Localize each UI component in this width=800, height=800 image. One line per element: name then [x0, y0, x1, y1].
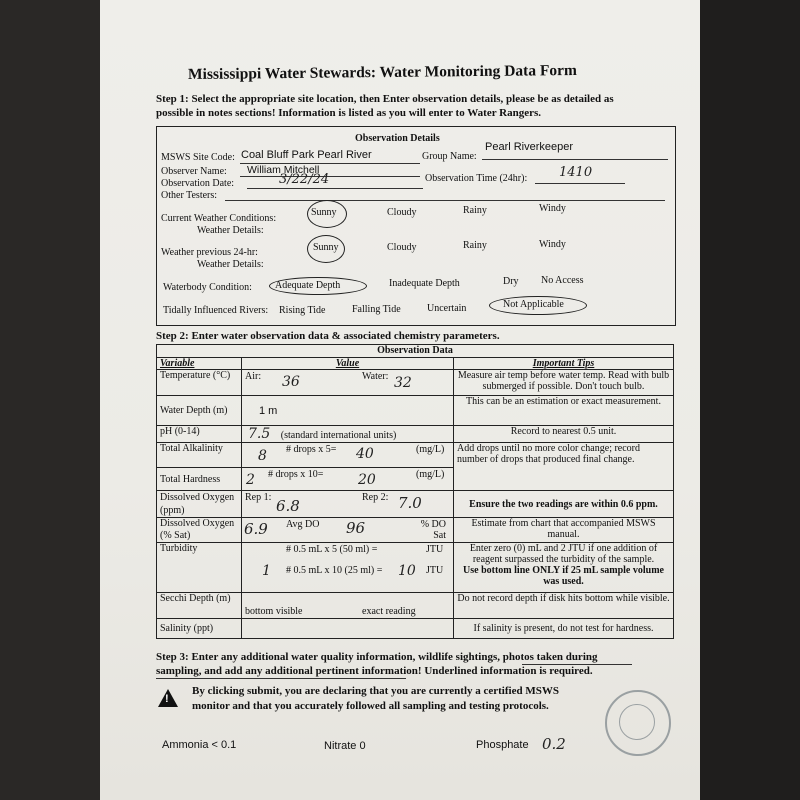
table-row — [157, 543, 674, 593]
turbidity-result2[interactable]: 10 — [398, 563, 416, 579]
table-row — [157, 370, 674, 396]
table-row — [157, 396, 674, 426]
observation-details-box — [156, 126, 676, 326]
water-temp-value[interactable]: 32 — [394, 375, 412, 391]
table-row — [157, 426, 674, 443]
prev-weather-windy[interactable]: Windy — [539, 239, 566, 250]
do-sat-tip: Estimate from chart that accompanied MSWS manual. — [454, 518, 674, 543]
current-weather-cloudy[interactable]: Cloudy — [387, 207, 417, 218]
air-temp-value[interactable]: 36 — [282, 374, 300, 390]
do-ppm-label: Dissolved Oxygen (ppm) — [157, 491, 242, 518]
turbidity-drops2[interactable]: 1 — [262, 563, 271, 579]
secchi-bottom-visible[interactable]: bottom visible — [245, 606, 303, 617]
observation-data-table — [156, 344, 674, 639]
hardness-drops[interactable]: 2 — [246, 472, 255, 488]
prev-weather-details-label: Weather Details: — [197, 259, 264, 270]
waterbody-dry[interactable]: Dry — [503, 276, 519, 287]
avg-do-label: Avg DO — [286, 519, 320, 530]
phosphate-value[interactable]: 0.2 — [542, 735, 566, 753]
alkalinity-tip: Add drops until no more color change; record number of drops that produced final change. — [454, 443, 674, 491]
group-name-value[interactable]: Pearl Riverkeeper — [485, 141, 574, 153]
background-right — [700, 0, 800, 800]
observation-time-value[interactable]: 1410 — [559, 165, 593, 180]
tidal-not-applicable[interactable]: Not Applicable — [503, 299, 564, 310]
observer-name-label: Observer Name: — [161, 166, 227, 177]
current-weather-details-label: Weather Details: — [197, 225, 264, 236]
alkalinity-formula: # drops x 5= — [286, 444, 337, 455]
table-row — [157, 491, 674, 518]
observer-name-value[interactable]: William Mitchell — [247, 164, 320, 176]
prev-weather-label: Weather previous 24-hr: — [161, 247, 258, 258]
table-row — [157, 443, 674, 468]
background-left — [0, 0, 100, 800]
do-ppm-tip: Ensure the two readings are within 0.6 ppm. — [454, 491, 674, 518]
col-value: Value — [242, 358, 454, 370]
col-variable: Variable — [157, 358, 242, 370]
hardness-unit: (mg/L) — [416, 469, 445, 480]
nitrate-note[interactable]: Nitrate 0 — [324, 740, 366, 752]
other-testers-label: Other Testers: — [161, 190, 218, 201]
ph-unit: (standard international units) — [280, 430, 397, 441]
turbidity-line2: # 0.5 mL x 10 (25 ml) = — [286, 565, 383, 576]
rep1-label: Rep 1: — [245, 492, 272, 503]
hardness-result[interactable]: 20 — [358, 472, 376, 488]
avg-do-value[interactable]: 96 — [346, 519, 366, 537]
rep2-label: Rep 2: — [362, 492, 389, 503]
alkalinity-unit: (mg/L) — [416, 444, 445, 455]
observation-time-label: Observation Time (24hr): — [425, 173, 528, 184]
phosphate-label: Phosphate — [476, 739, 529, 751]
secchi-label: Secchi Depth (m) — [157, 593, 242, 619]
hardness-formula: # drops x 10= — [268, 469, 324, 480]
alkalinity-result[interactable]: 40 — [356, 446, 374, 462]
do-sat-label: Dissolved Oxygen (% Sat) — [157, 518, 242, 543]
site-code-value[interactable]: Coal Bluff Park Pearl River — [241, 149, 372, 161]
secchi-tip: Do not record depth if disk hits bottom while visible. — [454, 593, 674, 619]
ph-label: pH (0-14) — [157, 426, 242, 443]
observation-details-header: Observation Details — [355, 133, 440, 144]
group-name-label: Group Name: — [422, 151, 477, 162]
warning-exclamation: ! — [165, 693, 169, 705]
rep1-value[interactable]: 6.8 — [276, 497, 300, 515]
ammonia-note[interactable]: Ammonia < 0.1 — [162, 739, 237, 751]
prev-weather-rainy[interactable]: Rainy — [463, 240, 487, 251]
form-title: Mississippi Water Stewards: Water Monitoring Data Form — [187, 61, 578, 84]
turbidity-jtu1: JTU — [426, 544, 444, 555]
turbidity-tip1: Enter zero (0) mL and 2 JTU if one addition of reagent surpassed the turbidity of the sample. — [469, 543, 658, 565]
tidal-falling[interactable]: Falling Tide — [352, 304, 401, 315]
observation-data-title: Observation Data — [157, 345, 674, 358]
observation-date-value[interactable]: 3/22/24 — [279, 172, 330, 187]
turbidity-tip2: Use bottom line ONLY if 25 mL sample volume was used. — [463, 565, 664, 587]
current-weather-windy[interactable]: Windy — [539, 203, 566, 214]
step3-instructions-1: Step 3: Enter any additional water quality information, wildlife sightings, photos taken during — [156, 651, 598, 663]
turbidity-label: Turbidity — [157, 543, 242, 593]
waterbody-no-access[interactable]: No Access — [541, 275, 584, 286]
current-weather-rainy[interactable]: Rainy — [463, 205, 487, 216]
do-sat-value[interactable]: 6.9 — [244, 520, 268, 538]
alkalinity-label: Total Alkalinity — [157, 443, 242, 468]
waterbody-inadequate-depth[interactable]: Inadequate Depth — [389, 278, 460, 289]
msws-seal-logo — [605, 690, 671, 756]
do-sat-unit: % DO Sat — [420, 519, 446, 541]
salinity-tip: If salinity is present, do not test for hardness. — [454, 619, 674, 639]
step1-instructions-2: possible in notes sections! Information is listed as you will enter to Water Rangers. — [156, 107, 542, 119]
ph-value[interactable]: 7.5 — [248, 426, 271, 442]
temperature-label: Temperature (°C) — [157, 370, 242, 396]
temperature-tip: Measure air temp before water temp. Read with bulb submerged if possible. Don't touch bulb. — [454, 370, 674, 396]
turbidity-jtu2: JTU — [426, 565, 444, 576]
step2-instructions: Step 2: Enter water observation data & associated chemistry parameters. — [156, 330, 500, 342]
air-label: Air: — [245, 371, 262, 382]
waterbody-adequate-depth[interactable]: Adequate Depth — [275, 280, 341, 291]
tidal-rising[interactable]: Rising Tide — [279, 305, 326, 316]
prev-weather-cloudy[interactable]: Cloudy — [387, 242, 417, 253]
ph-tip: Record to nearest 0.5 unit. — [454, 426, 674, 443]
current-weather-label: Current Weather Conditions: — [161, 213, 277, 224]
table-row — [157, 593, 674, 619]
col-tips: Important Tips — [454, 358, 674, 370]
depth-value[interactable]: 1 m — [259, 404, 278, 417]
table-row — [157, 619, 674, 639]
salinity-value[interactable] — [242, 619, 454, 639]
observation-date-label: Observation Date: — [161, 178, 235, 189]
tidal-uncertain[interactable]: Uncertain — [427, 303, 467, 314]
turbidity-line1: # 0.5 mL x 5 (50 ml) = — [286, 544, 378, 555]
depth-label: Water Depth (m) — [157, 396, 242, 426]
water-label: Water: — [362, 371, 389, 382]
tidal-label: Tidally Influenced Rivers: — [163, 305, 269, 316]
hardness-label: Total Hardness — [157, 468, 242, 491]
rep2-value[interactable]: 7.0 — [398, 494, 422, 512]
warning-text-2: monitor and that you accurately followed all sampling and testing protocols. — [192, 700, 549, 712]
step1-instructions-1: Step 1: Select the appropriate site location, then Enter observation details, please be as detailed as — [156, 93, 614, 105]
prev-weather-sunny[interactable]: Sunny — [313, 242, 339, 253]
waterbody-condition-label: Waterbody Condition: — [163, 282, 252, 293]
paper-form — [100, 0, 700, 800]
table-row — [157, 518, 674, 543]
site-code-label: MSWS Site Code: — [161, 152, 235, 163]
step3-instructions-2: sampling, and add any additional pertinent information! Underlined information is required. — [156, 665, 593, 677]
salinity-label: Salinity (ppt) — [157, 619, 242, 639]
warning-text-1: By clicking submit, you are declaring that you are currently a certified MSWS — [192, 685, 559, 697]
alkalinity-drops[interactable]: 8 — [258, 448, 267, 464]
secchi-exact-reading[interactable]: exact reading — [362, 606, 416, 617]
depth-tip: This can be an estimation or exact measurement. — [454, 396, 674, 426]
current-weather-sunny[interactable]: Sunny — [311, 207, 337, 218]
